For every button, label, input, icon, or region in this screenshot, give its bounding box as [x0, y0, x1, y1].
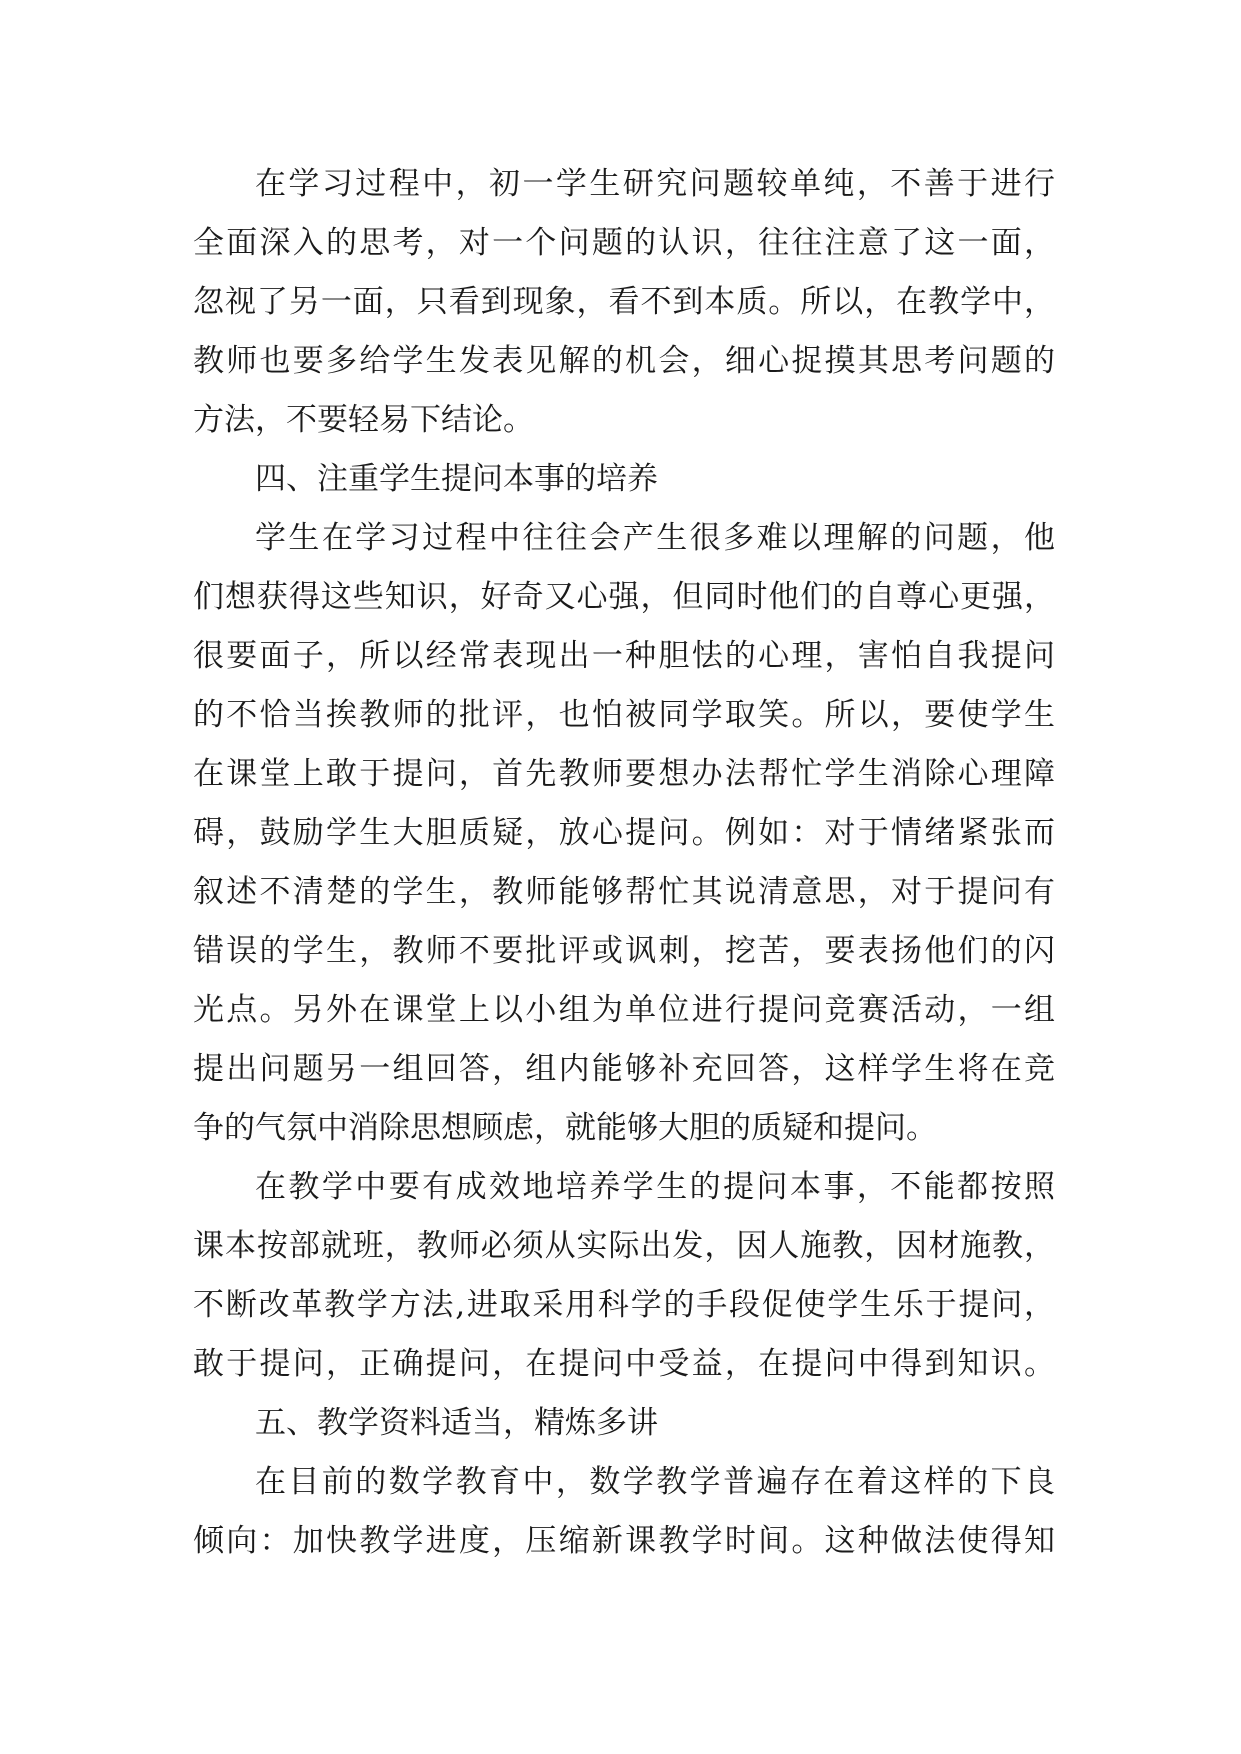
text-line: 课本按部就班，教师必须从实际出发，因人施教，因材施教， — [193, 1228, 1055, 1264]
text-line: 全面深入的思考，对一个问题的认识，往往注意了这一面， — [193, 225, 1055, 261]
text-line: 方法，不要轻易下结论。 — [193, 402, 534, 438]
heading-line: 四、注重学生提问本事的培养 — [255, 461, 658, 497]
text-line: 敢于提问，正确提问，在提问中受益，在提问中得到知识。 — [193, 1346, 1055, 1382]
text-line: 在教学中要有成效地培养学生的提问本事，不能都按照 — [255, 1169, 1055, 1205]
document-body — [193, 155, 1055, 1571]
heading-line: 五、教学资料适当，精炼多讲 — [255, 1405, 658, 1441]
text-line: 叙述不清楚的学生，教师能够帮忙其说清意思，对于提问有 — [193, 874, 1055, 910]
text-line: 在目前的数学教育中，数学教学普遍存在着这样的下良 — [255, 1464, 1055, 1500]
paragraph-4 — [193, 1453, 1055, 1571]
text-line: 错误的学生，教师不要批评或讽刺，挖苦，要表扬他们的闪 — [193, 933, 1055, 969]
text-line: 争的气氛中消除思想顾虑，就能够大胆的质疑和提问。 — [193, 1110, 937, 1146]
text-line: 很要面子，所以经常表现出一种胆怯的心理，害怕自我提问 — [193, 638, 1055, 674]
text-line: 忽视了另一面，只看到现象，看不到本质。所以，在教学中， — [193, 284, 1055, 320]
text-line: 的不恰当挨教师的批评，也怕被同学取笑。所以，要使学生 — [193, 697, 1055, 733]
text-line: 倾向：加快教学进度，压缩新课教学时间。这种做法使得知 — [193, 1523, 1055, 1559]
text-line: 学生在学习过程中往往会产生很多难以理解的问题，他 — [255, 520, 1055, 556]
paragraph-2 — [193, 509, 1055, 1158]
text-line: 不断改革教学方法,进取采用科学的手段促使学生乐于提问， — [193, 1287, 1055, 1323]
paragraph-1 — [193, 155, 1055, 450]
section-heading-5 — [193, 1394, 1055, 1453]
text-line: 教师也要多给学生发表见解的机会，细心捉摸其思考问题的 — [193, 343, 1055, 379]
text-line: 在课堂上敢于提问，首先教师要想办法帮忙学生消除心理障 — [193, 756, 1055, 792]
text-line: 在学习过程中，初一学生研究问题较单纯，不善于进行 — [255, 166, 1055, 202]
section-heading-4 — [193, 450, 1055, 509]
text-line: 们想获得这些知识，好奇又心强，但同时他们的自尊心更强， — [193, 579, 1055, 615]
paragraph-3 — [193, 1158, 1055, 1394]
text-line: 光点。另外在课堂上以小组为单位进行提问竞赛活动，一组 — [193, 992, 1055, 1028]
text-line: 碍，鼓励学生大胆质疑，放心提问。例如：对于情绪紧张而 — [193, 815, 1055, 851]
text-line: 提出问题另一组回答，组内能够补充回答，这样学生将在竞 — [193, 1051, 1055, 1087]
